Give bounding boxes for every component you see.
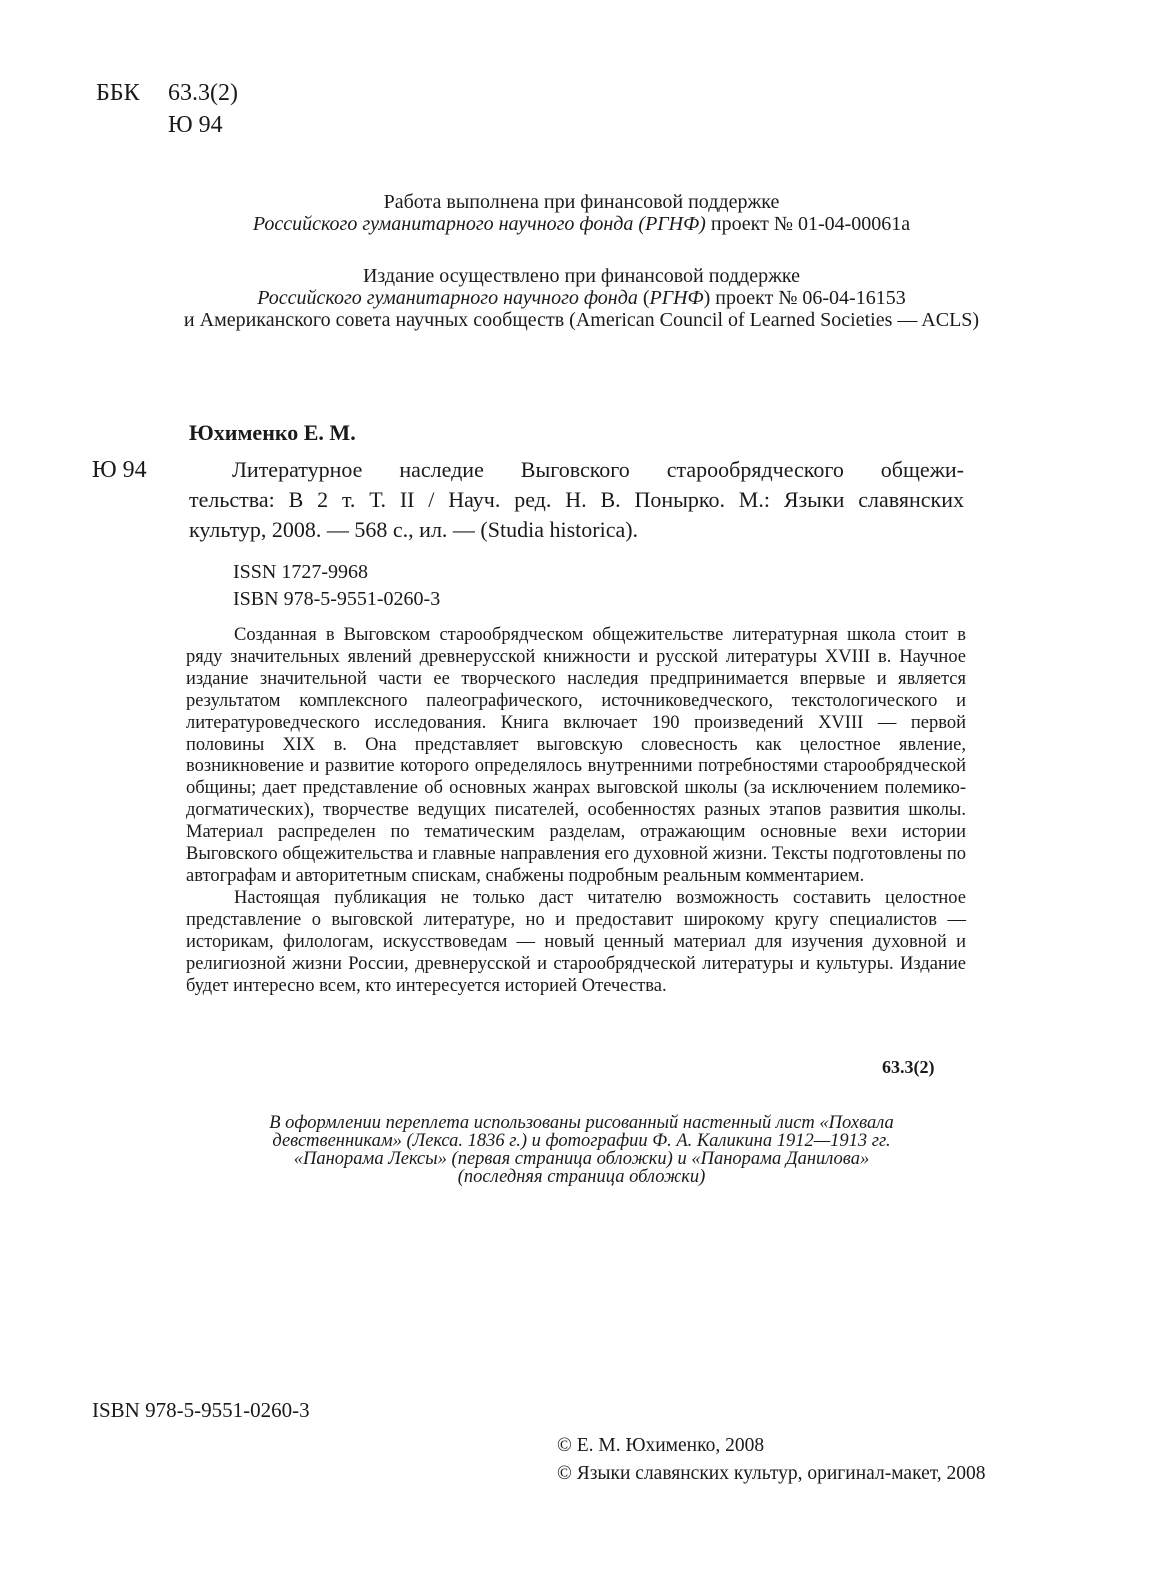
funding-edition-project: ) проект № 06-04-16153	[703, 287, 906, 309]
copyright-publisher: © Языки славянских культур, оригинал-макет, 2008	[557, 1463, 986, 1484]
cover-note-line-2: девственникам» (Лекса. 1836 г.) и фотографии Ф. А. Каликина 1912—1913 гг.	[272, 1131, 891, 1151]
author-heading: Юхименко Е. М.	[189, 420, 356, 445]
cover-design-note	[0, 1114, 1163, 1186]
copyright-author: © Е. М. Юхименко, 2008	[557, 1435, 765, 1456]
isbn-line: ISBN 978-5-9551-0260-3	[233, 588, 441, 610]
funding-work-project: проект № 01-04-00061а	[705, 213, 911, 235]
description-line-1: Литературное наследие Выговского старообрядческого общежи-	[232, 457, 964, 482]
abstract-paragraph-2: Настоящая публикация не только даст читателю возможность составить целостное представление о выговской литературе, но и предоставит широкому кругу специалистов — историкам, филологам, искусствоведам — новый ценный материал для изучения духовной и религиозной жизни России, древнерусской и старообрядческой литературы и культуры. Издание будет интересно всем, кто интересуется историей Отечества.	[186, 887, 966, 996]
funding-edition-line1: Издание осуществлено при финансовой поддержке	[362, 265, 801, 287]
cover-note-line-1: В оформлении переплета использованы рисованный настенный лист «Похвала	[269, 1113, 894, 1133]
abstract	[186, 625, 966, 997]
footer-isbn: ISBN 978-5-9551-0260-3	[92, 1398, 310, 1422]
funding-work-notice	[0, 191, 1163, 235]
cover-note-line-4: (последняя страница обложки)	[457, 1167, 706, 1187]
funding-edition-notice	[0, 265, 1163, 331]
bbk-author-mark: Ю 94	[168, 112, 223, 138]
funding-work-line2	[0, 213, 1163, 235]
issn-line: ISSN 1727-9968	[233, 561, 369, 583]
funding-edition-line3: и Американского совета научных сообществ (American Council of Learned Societies — ACLS)	[183, 309, 980, 331]
funding-edition-foundation: Российского гуманитарного научного фонда	[257, 287, 638, 309]
bbk-label: ББК	[96, 80, 140, 106]
bbk-label-line	[96, 78, 296, 108]
abstract-bbk-code: 63.3(2)	[882, 1057, 935, 1077]
bbk-code: 63.3(2)	[168, 80, 238, 106]
abstract-paragraph-1: Созданная в Выговском старообрядческом общежительстве литературная школа стоит в ряду значительных явлений древнерусской книжности и русской литературы XVIII в. Научное издание значительной части ее творческого наследия предпринимается впервые и является результатом комплексного палеографического, источниковедческого, текстологического и литературоведческого исследования. Книга включает 190 произведений XVIII — первой половины XIX в. Она представляет выговскую словесность как целостное явление, возникновение и развитие которого определялось внутренними потребностями старообрядческой общины; дает представление об основных жанрах выговской школы (за исключением полемико-догматических), творчестве ведущих писателей, особенностях разных этапов развития школы. Материал распределен по тематическим разделам, отражающим основные вехи истории Выговского общежительства и главные направления его духовной жизни. Тексты подготовлены по автографам и авторитетным спискам, снабжены подробным реальным комментарием.	[186, 625, 966, 886]
funding-work-line1: Работа выполнена при финансовой поддержке	[383, 191, 780, 213]
funding-edition-line2	[0, 287, 1163, 309]
funding-work-foundation: Российского гуманитарного научного фонда (РГНФ)	[252, 213, 706, 235]
description-line-2: тельства: В 2 т. Т. II / Науч. ред. Н. В. Понырко. М.: Языки славянских	[189, 487, 964, 512]
description-line-3: культур, 2008. — 568 с., ил. — (Studia historica).	[189, 517, 639, 542]
cover-note-line-3: «Панорама Лексы» (первая страница обложки) и «Панорама Данилова»	[293, 1149, 870, 1169]
funding-edition-abbrev: РГНФ	[649, 287, 704, 309]
funding-edition-paren-open: (	[637, 287, 650, 309]
bibliography-author-mark: Ю 94	[92, 457, 147, 483]
